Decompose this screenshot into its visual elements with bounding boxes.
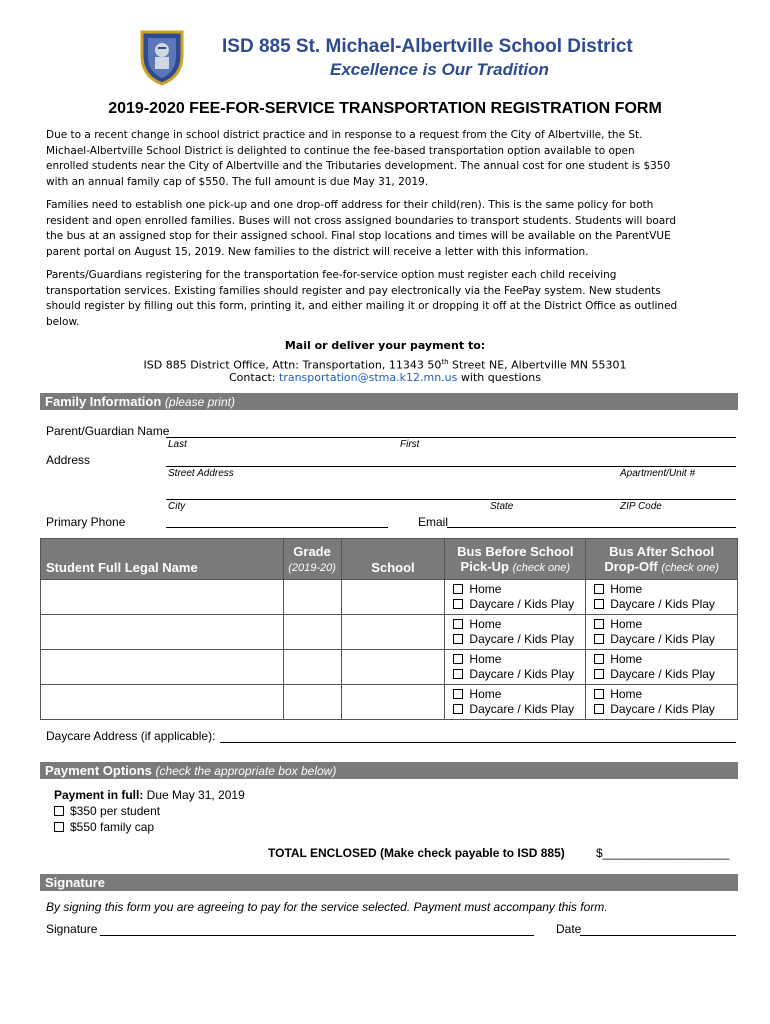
grade-cell[interactable] [283, 580, 341, 615]
grade-subheading: (2019-20) [288, 562, 336, 574]
home-checkbox[interactable] [453, 689, 463, 699]
daycare-checkbox[interactable] [594, 634, 604, 644]
student-table-header [41, 539, 738, 580]
street-address-field[interactable] [166, 466, 736, 467]
family-cap-label: $550 family cap [70, 820, 155, 834]
district-name: ISD 885 St. Michael-Albertville School District [222, 36, 633, 57]
date-field[interactable] [580, 935, 736, 936]
home-option-label: Home [469, 616, 502, 631]
before-options [445, 650, 586, 685]
grade-cell[interactable] [283, 615, 341, 650]
after-options [586, 615, 738, 650]
address-text-end: Street NE, Albertville MN 55301 [448, 358, 627, 372]
intro-line: Due to a recent change in school district practice and in response to a request from the City of Albertville, the St. [46, 129, 643, 141]
family-info-section-header [40, 393, 738, 410]
daycare-address-label: Daycare Address (if applicable): [46, 729, 216, 743]
intro-line: with an annual family cap of $550. The full amount is due May 31, 2019. [46, 176, 429, 189]
daycare-checkbox[interactable] [594, 704, 604, 714]
apartment-caption: Apartment/Unit # [620, 468, 696, 479]
intro-paragraph-1 [46, 128, 736, 191]
intro-line: should register by filling out this form, printing it, and either mailing it or dropping it off at the District Office as outlined [46, 300, 678, 313]
payment-full-label: Payment in full: [54, 788, 144, 802]
home-option-label: Home [469, 581, 502, 596]
total-amount-field[interactable]: $___________________ [596, 846, 730, 860]
state-caption: State [490, 501, 514, 512]
section-title: Family Information [45, 394, 162, 409]
home-option-label: Home [610, 581, 643, 596]
col-school: School [341, 539, 445, 580]
grade-cell[interactable] [283, 685, 341, 720]
signature-field[interactable] [100, 935, 534, 936]
daycare-option-label: Daycare / Kids Play [610, 597, 715, 611]
section-note: (please print) [164, 395, 235, 409]
date-label: Date [556, 922, 582, 936]
payment-option-family [46, 820, 154, 834]
intro-line: the bus at an assigned stop for their assigned school. Final stop locations and times will be available on the ParentVUE [46, 230, 671, 243]
per-student-label: $350 per student [70, 804, 161, 818]
email-field[interactable] [447, 527, 736, 528]
student-table [40, 538, 738, 720]
col-grade [283, 539, 341, 580]
school-cell[interactable] [341, 685, 445, 720]
home-checkbox[interactable] [594, 654, 604, 664]
daycare-option-label: Daycare / Kids Play [610, 632, 715, 646]
form-title: 2019-2020 FEE-FOR-SERVICE TRANSPORTATION REGISTRATION FORM [108, 100, 662, 117]
intro-line: resident and open enrolled families. Buses will not cross assigned boundaries to transport students. Students will board [46, 214, 677, 227]
school-cell[interactable] [341, 615, 445, 650]
before-heading: Bus Before School [457, 544, 574, 559]
section-title: Payment Options [45, 763, 152, 778]
district-crest-logo [138, 28, 186, 86]
daycare-option-label: Daycare / Kids Play [469, 702, 575, 716]
parent-name-field[interactable] [166, 437, 736, 438]
payment-due-date: Due May 31, 2019 [143, 788, 245, 802]
daycare-checkbox[interactable] [453, 634, 463, 644]
home-option-label: Home [610, 686, 643, 701]
student-name-cell[interactable] [41, 615, 284, 650]
after-note: (check one) [661, 562, 719, 574]
daycare-option-label: Daycare / Kids Play [469, 597, 575, 611]
parent-name-label: Parent/Guardian Name [46, 424, 170, 438]
address-superscript: th [441, 358, 449, 366]
payment-section-header [40, 762, 738, 779]
home-checkbox[interactable] [594, 689, 604, 699]
school-cell[interactable] [341, 580, 445, 615]
signature-section-header [40, 874, 738, 891]
zip-caption: ZIP Code [620, 501, 662, 512]
contact-suffix: with questions [457, 371, 541, 384]
daycare-checkbox[interactable] [594, 669, 604, 679]
daycare-option-label: Daycare / Kids Play [610, 702, 715, 716]
intro-paragraph-3 [46, 268, 736, 331]
student-name-cell[interactable] [41, 685, 284, 720]
per-student-checkbox[interactable] [54, 806, 64, 816]
phone-label: Primary Phone [46, 515, 126, 529]
daycare-option-label: Daycare / Kids Play [610, 667, 715, 681]
before-note: (check one) [512, 562, 571, 574]
city-caption: City [168, 501, 186, 512]
home-option-label: Home [610, 616, 643, 631]
intro-line: enrolled students near the City of Albertville and the Tributaries development. The annual cost for one student is $350 [46, 160, 671, 173]
section-note: (check the appropriate box below) [155, 764, 337, 778]
first-name-caption: First [400, 439, 420, 450]
school-cell[interactable] [341, 650, 445, 685]
daycare-address-field[interactable] [220, 742, 736, 743]
contact-line [0, 370, 770, 386]
intro-paragraph-2 [46, 198, 736, 261]
col-bus-before [445, 539, 586, 580]
intro-line: Parents/Guardians registering for the transportation fee-for-service option must register each child receiving [46, 269, 617, 281]
before-options [445, 615, 586, 650]
district-tagline: Excellence is Our Tradition [330, 60, 549, 79]
phone-field[interactable] [166, 527, 388, 528]
daycare-checkbox[interactable] [453, 599, 463, 609]
home-checkbox[interactable] [453, 619, 463, 629]
home-checkbox[interactable] [453, 654, 463, 664]
contact-email-link[interactable]: transportation@stma.k12.mn.us [279, 371, 458, 384]
home-option-label: Home [469, 651, 502, 666]
daycare-option-label: Daycare / Kids Play [469, 632, 575, 646]
address-label: Address [46, 453, 91, 467]
address-text: ISD 885 District Office, Attn: Transportation, 11343 50 [143, 358, 442, 372]
after-options [586, 685, 738, 720]
intro-line: Families need to establish one pick-up and one drop-off address for their child(ren). This is the same policy for both [46, 199, 654, 211]
city-state-zip-field[interactable] [166, 499, 736, 500]
street-caption: Street Address [168, 468, 234, 479]
intro-line: below. [46, 316, 80, 329]
daycare-checkbox[interactable] [594, 599, 604, 609]
after-options [586, 650, 738, 685]
home-checkbox[interactable] [594, 619, 604, 629]
family-cap-checkbox[interactable] [54, 822, 64, 832]
section-title: Signature [45, 875, 105, 890]
payment-full-line [54, 788, 245, 802]
email-label: Email [418, 515, 449, 529]
table-row [41, 615, 738, 650]
col-student-name: Student Full Legal Name [41, 539, 284, 580]
after-subheading: Drop-Off [604, 559, 658, 574]
grade-cell[interactable] [283, 650, 341, 685]
home-option-label: Home [469, 686, 502, 701]
intro-line: parent portal on August 15, 2019. New families to the district will receive a letter with this information. [46, 246, 589, 259]
table-row [41, 650, 738, 685]
after-options [586, 580, 738, 615]
after-heading: Bus After School [609, 544, 715, 559]
home-option-label: Home [610, 651, 643, 666]
home-checkbox[interactable] [453, 584, 463, 594]
signature-label: Signature [46, 922, 98, 936]
before-options [445, 580, 586, 615]
daycare-checkbox[interactable] [453, 704, 463, 714]
last-name-caption: Last [168, 439, 187, 450]
intro-line: transportation services. Existing families should register and pay electronically via the FeePay system. New students [46, 284, 661, 297]
before-options [445, 685, 586, 720]
table-row [41, 685, 738, 720]
daycare-checkbox[interactable] [453, 669, 463, 679]
before-subheading: Pick-Up [460, 559, 509, 574]
intro-line: Michael-Albertville School District is delighted to continue the fee-based transportation option available to open [46, 144, 635, 157]
grade-heading: Grade [293, 544, 331, 559]
payment-option-student [46, 804, 160, 818]
home-checkbox[interactable] [594, 584, 604, 594]
col-bus-after [586, 539, 738, 580]
contact-prefix: Contact: [229, 371, 279, 384]
mail-heading: Mail or deliver your payment to: [284, 339, 486, 352]
daycare-option-label: Daycare / Kids Play [469, 667, 575, 681]
student-name-cell[interactable] [41, 650, 284, 685]
total-enclosed-label: TOTAL ENCLOSED (Make check payable to ISD 885) [268, 846, 565, 860]
table-row [41, 580, 738, 615]
student-name-cell[interactable] [41, 580, 284, 615]
signature-notice: By signing this form you are agreeing to pay for the service selected. Payment must accompany this form. [46, 900, 608, 914]
